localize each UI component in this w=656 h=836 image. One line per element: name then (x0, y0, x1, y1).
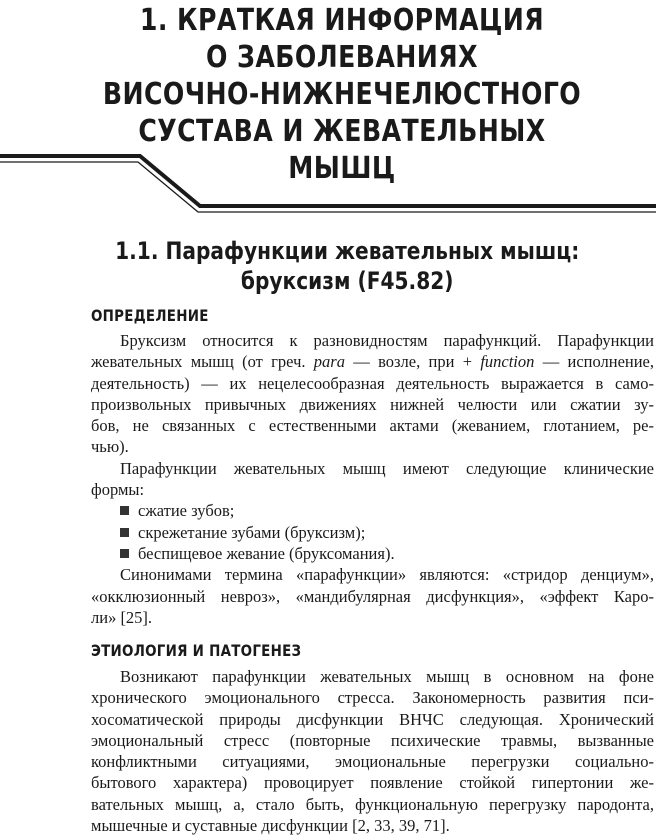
chapter-title-line: 1. КРАТКАЯ ИНФОРМАЦИЯ (139, 3, 545, 38)
chapter-title-line: МЫШЦ (288, 151, 396, 186)
text-line: Бруксизм относится к разновидностям парафункций. Парафункции (120, 331, 654, 350)
text-line: хронического эмоционального стресса. Закономерность развития пси- (91, 688, 654, 708)
text-line: формы: (91, 480, 145, 500)
etiology-text (91, 666, 654, 836)
etiology-heading: ЭТИОЛОГИЯ И ПАТОГЕНЕЗ (91, 641, 302, 660)
text-line: мышечные и суставные дисфункции [2, 33, 39, 71]. (91, 816, 450, 836)
chapter-title-line: ВИСОЧНО-НИЖНЕЧЕЛЮСТНОГО (102, 77, 582, 112)
text-line: «окклюзионный невроз», «мандибулярная дисфункция», «эффект Каро- (91, 586, 654, 606)
list-item (91, 522, 654, 543)
text-line: Синонимами термина «парафункции» являются: «стридор денциум», (120, 565, 654, 585)
list-item-text: сжатие зубов; (138, 501, 235, 521)
chapter-title-line: О ЗАБОЛЕВАНИЯХ (205, 40, 478, 75)
text-line: Парафункции жевательных мышц имеют следующие клинические (120, 458, 654, 478)
bullet-square-icon (120, 506, 129, 515)
text-line: бытового характера) провоцирует появление стойкой гипертонии же- (91, 773, 654, 793)
list-item (91, 500, 654, 521)
text-line: бов, не связанных с естественными актами (жеванием, глотанием, ре- (91, 416, 654, 436)
section-title (70, 236, 624, 296)
text-line: Возникают парафункции жевательных мышц в основном на фоне (120, 667, 654, 686)
text-line: ли» [25]. (91, 607, 153, 627)
text-line: хосоматической природы дисфункции ВНЧС следующая. Хронический (91, 709, 654, 729)
chapter-divider-rule (0, 150, 656, 220)
text-line: жевательных мышц (от греч. para — возле, при + function — исполнение, (91, 352, 655, 372)
text-line: вательных мышц, а, стало быть, функциональную перегрузку пародонта, (91, 794, 654, 814)
definition-heading: ОПРЕДЕЛЕНИЕ (91, 306, 209, 325)
bullet-square-icon (120, 528, 129, 537)
section-title-line: бруксизм (F45.82) (240, 267, 454, 295)
list-item (91, 543, 654, 564)
chapter-title-line: СУСТАВА И ЖЕВАТЕЛЬНЫХ (138, 114, 546, 149)
text-line: конфликтными ситуациями, эмоциональные перегрузки социально- (91, 752, 654, 772)
definition-text (91, 330, 654, 628)
text-line: чью). (91, 437, 129, 457)
text-line: деятельность) — их нецелесообразная деятельность выражается в само- (91, 373, 654, 393)
bullet-square-icon (120, 549, 129, 558)
list-item-text: беспищевое жевание (бруксомания). (138, 543, 395, 563)
text-line: произвольных привычных движениях нижней челюсти или сжатии зу- (91, 394, 654, 414)
section-title-line: 1.1. Парафункции жевательных мышц: (115, 237, 580, 265)
list-item-text: скрежетание зубами (бруксизм); (138, 522, 366, 542)
text-line: эмоциональный стресс (повторные психические травмы, вызванные (91, 730, 654, 750)
